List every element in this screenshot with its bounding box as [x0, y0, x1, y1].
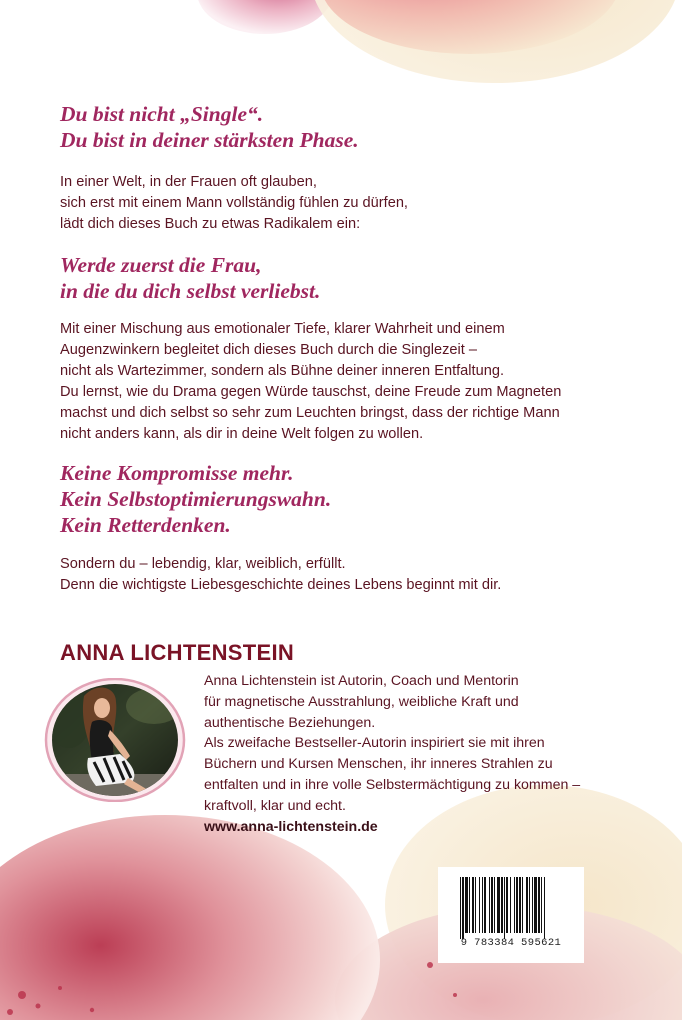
- headline-line: Keine Kompromisse mehr.: [60, 461, 294, 485]
- isbn-barcode: [438, 867, 584, 963]
- barcode-bar: [497, 877, 500, 933]
- headline-keine-kompromisse: [60, 460, 331, 538]
- barcode-bar: [538, 877, 540, 933]
- bio-line: Anna Lichtenstein ist Autorin, Coach und Mentorin: [204, 673, 519, 689]
- headline-line: Du bist in deiner stärksten Phase.: [60, 128, 359, 152]
- barcode-bar: [534, 877, 537, 933]
- barcode-bar: [491, 877, 493, 933]
- barcode-bar: [516, 877, 518, 933]
- isbn-number: 9 783384 595621: [460, 937, 562, 949]
- barcode-bar: [522, 877, 523, 933]
- text-line: nicht anders kann, als dir in deine Welt folgen zu wollen.: [60, 426, 424, 442]
- barcode-bar: [469, 877, 470, 933]
- bio-line: für magnetische Ausstrahlung, weibliche Kraft und: [204, 693, 519, 710]
- barcode-bar: [482, 877, 483, 933]
- barcode-bar: [501, 877, 503, 933]
- headline-line: in die du dich selbst verliebst.: [60, 279, 321, 303]
- barcode-bar: [504, 877, 505, 939]
- barcode-bar: [532, 877, 533, 933]
- text-line: Sondern du – lebendig, klar, weiblich, erfüllt.: [60, 556, 346, 572]
- text-line: sich erst mit einem Mann vollständig fühlen zu dürfen,: [60, 195, 408, 211]
- text-line: machst und dich selbst so sehr zum Leuchten bringst, dass der richtige Mann: [60, 405, 560, 421]
- barcode-bar: [544, 877, 545, 939]
- barcode-bar: [479, 877, 480, 933]
- barcode-bar: [526, 877, 528, 933]
- headline-line: Werde zuerst die Frau,: [60, 253, 262, 277]
- bio-line: Als zweifache Bestseller-Autorin inspiriert sie mit ihren: [204, 735, 545, 752]
- barcode-bar: [541, 877, 542, 933]
- barcode-bar: [460, 877, 461, 939]
- author-photo: [44, 678, 186, 802]
- barcode-bar: [529, 877, 530, 933]
- headline-line: Kein Retterdenken.: [60, 513, 231, 537]
- intro-paragraph: [60, 172, 408, 235]
- text-line: Augenzwinkern begleitet dich dieses Buch durch die Singlezeit –: [60, 342, 477, 358]
- headline-frau: [60, 252, 320, 304]
- main-paragraph: [60, 319, 561, 445]
- text-line: lädt dich dieses Buch zu etwas Radikalem ein:: [60, 216, 361, 232]
- bio-line: authentische Beziehungen.: [204, 714, 376, 731]
- text-line: Du lernst, wie du Drama gegen Würde tauschst, deine Freude zum Magneten: [60, 384, 562, 400]
- headline-line: Du bist nicht „Single“.: [60, 102, 264, 126]
- text-line: nicht als Wartezimmer, sondern als Bühne deiner inneren Entfaltung.: [60, 363, 504, 379]
- headline-line: Kein Selbstoptimierungswahn.: [60, 487, 332, 511]
- barcode-bar: [510, 877, 511, 933]
- author-name: ANNA LICHTENSTEIN: [60, 640, 295, 665]
- barcode-bar: [475, 877, 476, 933]
- barcode-bar: [465, 877, 468, 933]
- text-line: In einer Welt, in der Frauen oft glauben,: [60, 174, 317, 190]
- author-website-link[interactable]: www.anna-lichtenstein.de: [204, 818, 378, 835]
- barcode-bar: [494, 877, 495, 933]
- text-line: Denn die wichtigste Liebesgeschichte deines Lebens beginnt mit dir.: [60, 577, 502, 593]
- barcode-bar: [506, 877, 508, 933]
- barcode-bar: [514, 877, 515, 933]
- barcode-bar: [489, 877, 490, 933]
- closing-paragraph: [60, 554, 501, 596]
- barcode-bar: [484, 877, 486, 933]
- barcode-bar: [462, 877, 464, 939]
- headline-single: [60, 101, 359, 153]
- text-line: Mit einer Mischung aus emotionaler Tiefe, klarer Wahrheit und einem: [60, 321, 505, 337]
- barcode-bar: [519, 877, 521, 933]
- author-bio: [204, 671, 580, 837]
- bio-line: entfalten und in ihre volle Selbstermächtigung zu kommen –: [204, 776, 581, 793]
- barcode-bar: [472, 877, 474, 933]
- bio-line: Büchern und Kursen Menschen, ihr inneres Strahlen zu: [204, 756, 553, 773]
- bio-line: kraftvoll, klar und echt.: [204, 797, 346, 814]
